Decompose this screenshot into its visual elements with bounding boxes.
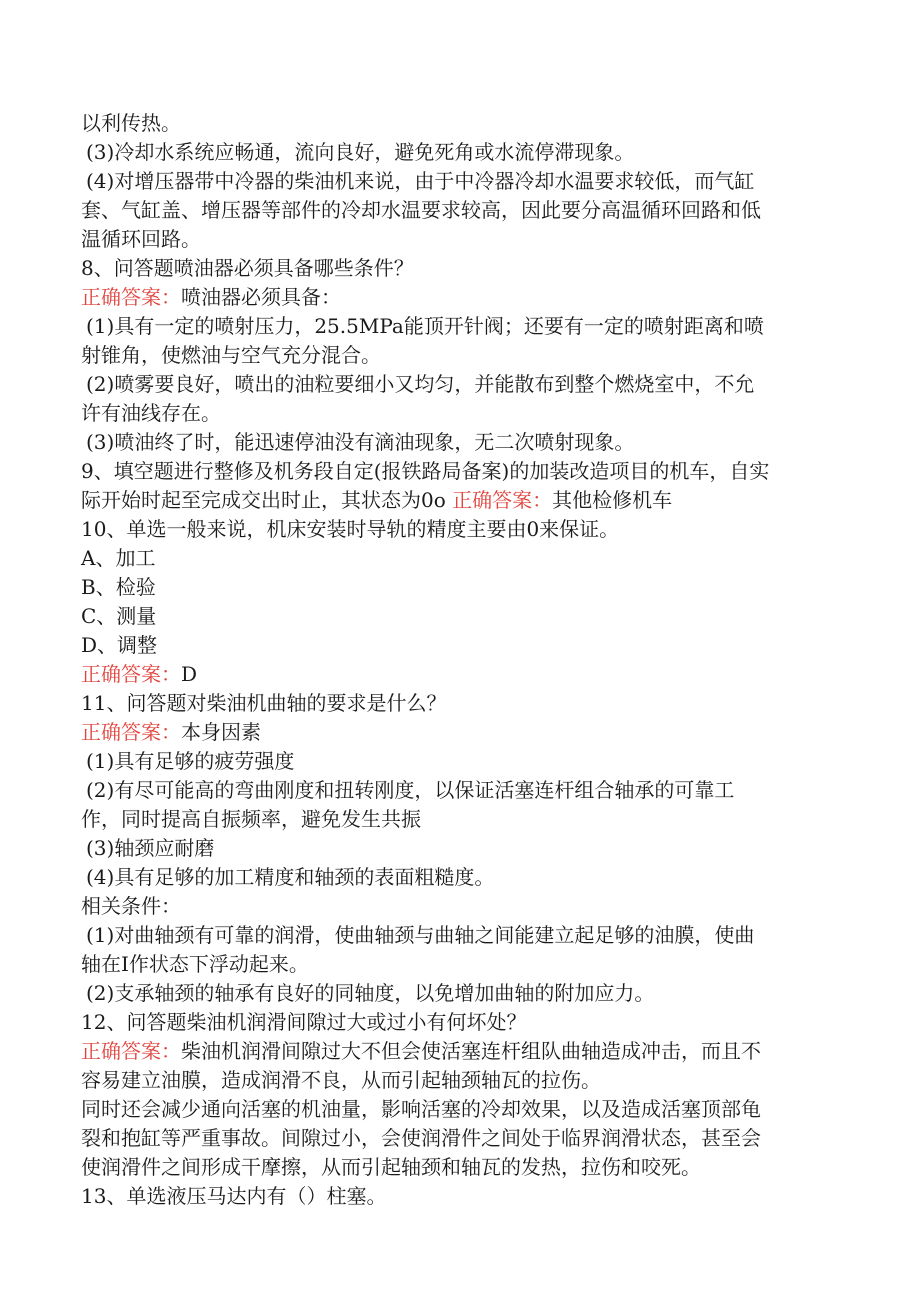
text-line bbox=[81, 979, 841, 1008]
text-line bbox=[81, 776, 841, 805]
answer-text: 本身因素 bbox=[181, 720, 261, 744]
line-text: C、测量 bbox=[81, 604, 157, 628]
text-line bbox=[81, 1095, 841, 1124]
text-line bbox=[81, 457, 841, 486]
answer-line bbox=[81, 660, 841, 689]
line-text: 以利传热。 bbox=[81, 111, 181, 135]
line-text: (1)对曲轴颈有可靠的润滑，使曲轴颈与曲轴之间能建立起足够的油膜，使曲 bbox=[86, 923, 755, 947]
line-text: 使润滑件之间形成干摩擦，从而引起轴颈和轴瓦的发热，拉伤和咬死。 bbox=[81, 1155, 701, 1179]
text-line bbox=[81, 399, 841, 428]
correct-answer-label: 正确答案： bbox=[81, 1039, 181, 1063]
text-line bbox=[81, 370, 841, 399]
line-text: 同时还会减少通向活塞的机油量，影响活塞的冷却效果，以及造成活塞顶部龟 bbox=[81, 1097, 761, 1121]
text-line bbox=[81, 428, 841, 457]
text-line bbox=[81, 341, 841, 370]
text-line bbox=[81, 312, 841, 341]
line-text: 11、问答题对柴油机曲轴的要求是什么？ bbox=[81, 691, 447, 715]
line-text: (2)支承轴颈的轴承有良好的同轴度，以免增加曲轴的附加应力。 bbox=[86, 981, 655, 1005]
line-text: 9、填空题进行整修及机务段自定(报铁路局备案)的加装改造项目的机车，自实 bbox=[81, 459, 770, 483]
text-line bbox=[81, 138, 841, 167]
line-prefix-text: 际开始时起至完成交出时止，其状态为0o bbox=[81, 488, 453, 512]
correct-answer-label: 正确答案： bbox=[81, 720, 181, 744]
text-line bbox=[81, 225, 841, 254]
text-line bbox=[81, 1066, 841, 1095]
line-text: 容易建立油膜，造成润滑不良，从而引起轴颈轴瓦的拉伤。 bbox=[81, 1068, 601, 1092]
text-line bbox=[81, 254, 841, 283]
text-line bbox=[81, 689, 841, 718]
text-line bbox=[81, 167, 841, 196]
answer-line bbox=[81, 718, 841, 747]
line-text: 8、问答题喷油器必须具备哪些条件？ bbox=[81, 256, 414, 280]
answer-text: D bbox=[181, 662, 198, 686]
line-text: 裂和抱缸等严重事故。间隙过小，会使润滑件之间处于临界润滑状态，甚至会 bbox=[81, 1126, 761, 1150]
line-text: 12、问答题柴油机润滑间隙过大或过小有何坏处？ bbox=[81, 1010, 527, 1034]
line-text: B、检验 bbox=[81, 575, 156, 599]
line-text: 相关条件： bbox=[81, 894, 181, 918]
line-text: 射锥角，使燃油与空气充分混合。 bbox=[81, 343, 381, 367]
line-text: (4)对增压器带中冷器的柴油机来说，由于中冷器冷却水温要求较低，而气缸 bbox=[86, 169, 755, 193]
line-text: A、加工 bbox=[81, 546, 156, 570]
line-text: 13、单选液压马达内有（）柱塞。 bbox=[81, 1184, 387, 1208]
answer-line bbox=[81, 283, 841, 312]
correct-answer-label: 正确答案： bbox=[81, 662, 181, 686]
line-text: 许有油线存在。 bbox=[81, 401, 221, 425]
answer-text: 其他检修机车 bbox=[552, 488, 673, 512]
text-line bbox=[81, 921, 841, 950]
text-line bbox=[81, 1182, 841, 1211]
text-line bbox=[81, 544, 841, 573]
answer-line bbox=[81, 1037, 841, 1066]
line-text: D、调整 bbox=[81, 633, 158, 657]
text-line bbox=[81, 747, 841, 776]
text-line bbox=[81, 834, 841, 863]
text-line bbox=[81, 109, 841, 138]
line-text: 温循环回路。 bbox=[81, 227, 201, 251]
text-line bbox=[81, 863, 841, 892]
document-body bbox=[81, 109, 841, 1211]
answer-line bbox=[81, 486, 841, 515]
text-line bbox=[81, 573, 841, 602]
line-text: 套、气缸盖、增压器等部件的冷却水温要求较高，因此要分高温循环回路和低 bbox=[81, 198, 761, 222]
line-text: (3)喷油终了时，能迅速停油没有滴油现象，无二次喷射现象。 bbox=[86, 430, 635, 454]
line-text: (3)冷却水系统应畅通，流向良好，避免死角或水流停滞现象。 bbox=[86, 140, 635, 164]
correct-answer-label: 正确答案： bbox=[81, 285, 181, 309]
answer-text: 喷油器必须具备： bbox=[181, 285, 341, 309]
line-text: (2)有尽可能高的弯曲刚度和扭转刚度，以保证活塞连杆组合轴承的可靠工 bbox=[86, 778, 735, 802]
text-line bbox=[81, 602, 841, 631]
line-text: (3)轴颈应耐磨 bbox=[86, 836, 215, 860]
answer-text: 柴油机润滑间隙过大不但会使活塞连杆组队曲轴造成冲击，而且不 bbox=[181, 1039, 761, 1063]
line-text: (1)具有足够的疲劳强度 bbox=[86, 749, 295, 773]
text-line bbox=[81, 1153, 841, 1182]
text-line bbox=[81, 892, 841, 921]
line-text: 作，同时提高自振频率，避免发生共振 bbox=[81, 807, 421, 831]
text-line bbox=[81, 1124, 841, 1153]
text-line bbox=[81, 196, 841, 225]
line-text: 轴在I作状态下浮动起来。 bbox=[81, 952, 309, 976]
text-line bbox=[81, 631, 841, 660]
line-text: 10、单选一般来说，机床安装时导轨的精度主要由0来保证。 bbox=[81, 517, 620, 541]
text-line bbox=[81, 1008, 841, 1037]
correct-answer-label: 正确答案： bbox=[452, 488, 553, 512]
text-line bbox=[81, 805, 841, 834]
line-text: (1)具有一定的喷射压力，25.5MPa能顶开针阀；还要有一定的喷射距离和喷 bbox=[86, 314, 764, 338]
line-text: (4)具有足够的加工精度和轴颈的表面粗糙度。 bbox=[86, 865, 495, 889]
text-line bbox=[81, 515, 841, 544]
line-text: (2)喷雾要良好，喷出的油粒要细小又均匀，并能散布到整个燃烧室中，不允 bbox=[86, 372, 755, 396]
text-line bbox=[81, 950, 841, 979]
